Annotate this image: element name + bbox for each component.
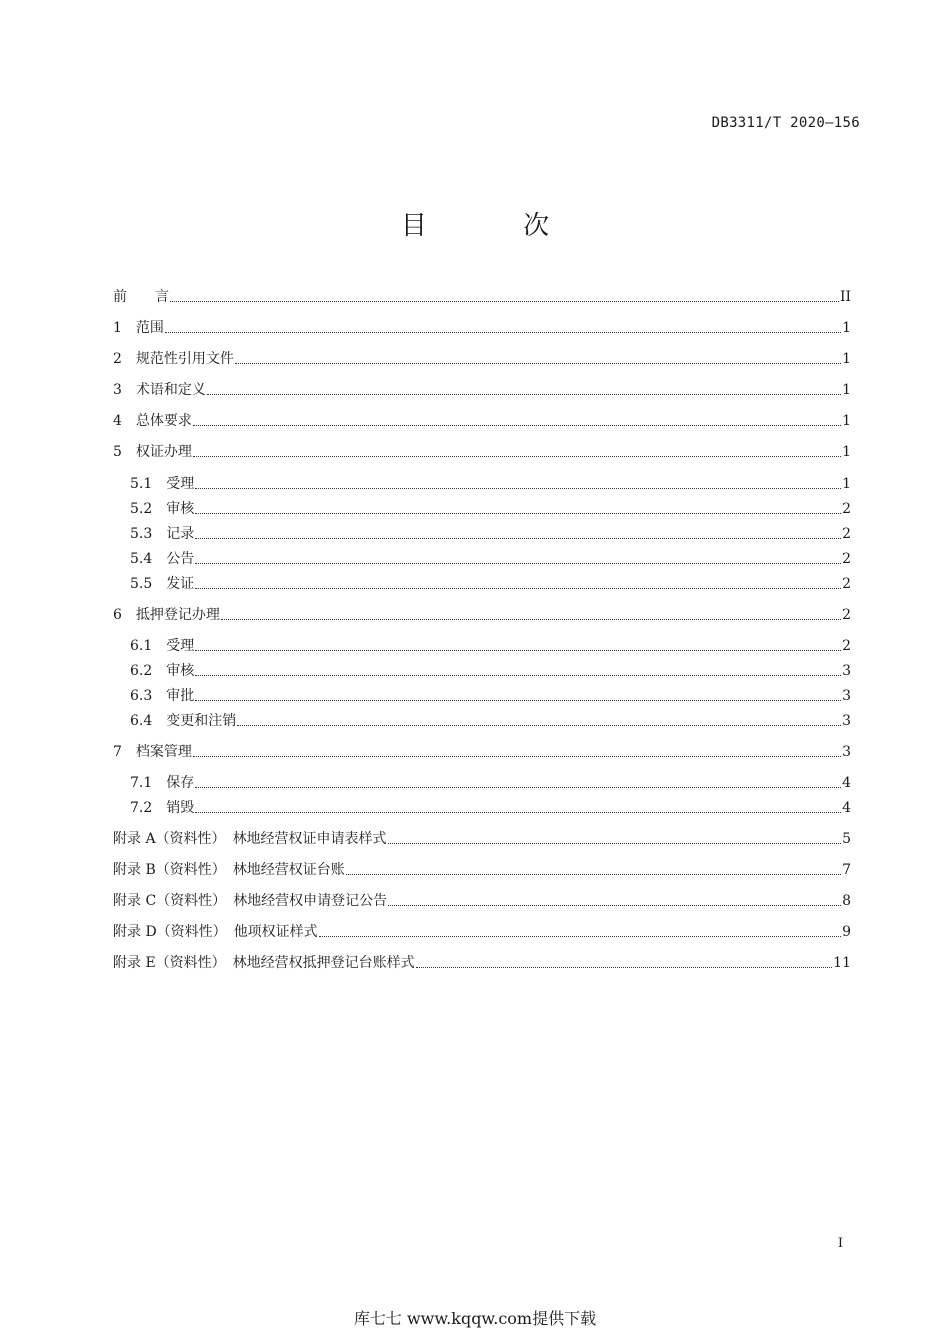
toc-entry-number: 5.5	[130, 576, 167, 592]
toc-entry-number: 5.4	[130, 551, 167, 567]
toc-entry[interactable]	[130, 474, 851, 494]
toc-entry-number: 5.2	[130, 501, 167, 517]
toc-dot-leader	[195, 488, 841, 489]
toc-entry[interactable]	[113, 922, 851, 942]
toc-entry-label: 记录	[166, 526, 195, 542]
toc-entry[interactable]	[113, 380, 851, 400]
toc-entry[interactable]	[113, 605, 851, 625]
toc-entry-page: 2	[842, 501, 851, 517]
toc-entry-number: 附录 B（资料性）	[113, 862, 233, 878]
toc-entry-page: 2	[842, 607, 851, 623]
toc-entry[interactable]	[113, 829, 851, 849]
toc-entry-page: 4	[842, 800, 851, 816]
toc-entry-label: 发证	[166, 576, 195, 592]
toc-entry-page: 11	[833, 955, 851, 971]
toc-entry[interactable]	[113, 287, 851, 307]
toc-entry-page: 7	[842, 862, 851, 878]
toc-entry[interactable]	[130, 798, 851, 818]
toc-dot-leader	[193, 456, 841, 457]
toc-entry[interactable]	[130, 711, 851, 731]
toc-dot-leader	[165, 332, 841, 333]
toc-entry-label: 林地经营权申请登记公告	[233, 893, 388, 909]
toc-entry[interactable]	[113, 891, 851, 911]
toc-entry-label: 术语和定义	[135, 382, 206, 398]
toc-entry-page: 1	[842, 476, 851, 492]
toc-entry-page: 3	[842, 713, 851, 729]
toc-entry-label: 审核	[166, 501, 195, 517]
toc-entry-label: 规范性引用文件	[135, 351, 234, 367]
toc-entry[interactable]	[130, 636, 851, 656]
toc-entry-page: 9	[842, 924, 851, 940]
toc-entry[interactable]	[113, 860, 851, 880]
toc-entry-label: 总体要求	[135, 413, 192, 429]
toc-entry-page: 4	[842, 775, 851, 791]
toc-entry-number: 6.2	[130, 663, 167, 679]
toc-dot-leader	[195, 675, 841, 676]
page-title: 目 次	[400, 211, 594, 241]
download-watermark: 库七七 www.kqqw.com提供下载	[353, 1309, 597, 1328]
toc-dot-leader	[195, 650, 841, 651]
toc-entry-label: 档案管理	[135, 744, 192, 760]
toc-entry[interactable]	[113, 442, 851, 462]
toc-entry-page: 2	[842, 526, 851, 542]
toc-entry-label: 受理	[166, 638, 195, 654]
toc-entry[interactable]	[130, 524, 851, 544]
toc-entry[interactable]	[130, 686, 851, 706]
toc-entry-label: 抵押登记办理	[135, 607, 220, 623]
toc-dot-leader	[416, 967, 833, 968]
toc-entry-label: 林地经营权证申请表样式	[232, 831, 387, 847]
toc-entry-number: 附录 A（资料性）	[113, 831, 233, 847]
toc-entry-number: 附录 E（资料性）	[113, 955, 233, 971]
toc-entry[interactable]	[113, 411, 851, 431]
toc-entry-number: 6.4	[130, 713, 167, 729]
toc-dot-leader	[237, 725, 841, 726]
toc-entry[interactable]	[130, 773, 851, 793]
toc-entry-number: 6	[113, 607, 136, 623]
toc-entry-page: 3	[842, 688, 851, 704]
toc-entry-number: 附录 C（资料性）	[113, 893, 234, 909]
toc-entry-number: 5.1	[130, 476, 167, 492]
toc-entry-number: 6.3	[130, 688, 167, 704]
toc-dot-leader	[195, 787, 841, 788]
toc-entry-label: 审批	[166, 688, 195, 704]
toc-dot-leader	[221, 619, 841, 620]
toc-entry[interactable]	[113, 318, 851, 338]
toc-entry-page: 1	[842, 413, 851, 429]
toc-entry-page: 1	[842, 444, 851, 460]
toc-entry-number: 3	[113, 382, 136, 398]
toc-entry-label: 范围	[135, 320, 164, 336]
toc-dot-leader	[193, 756, 841, 757]
document-code: DB3311/T 2020—156	[711, 115, 860, 131]
toc-entry-page: 2	[842, 576, 851, 592]
toc-entry-label: 受理	[166, 476, 195, 492]
toc-entry-number: 1	[113, 320, 136, 336]
toc-entry-page: 5	[842, 831, 851, 847]
toc-entry-number: 6.1	[130, 638, 167, 654]
toc-entry-label: 变更和注销	[166, 713, 237, 729]
toc-entry-label: 公告	[166, 551, 195, 567]
toc-dot-leader	[195, 563, 841, 564]
toc-entry-page: 2	[842, 638, 851, 654]
toc-entry[interactable]	[113, 953, 851, 973]
page-number: I	[837, 1236, 843, 1251]
toc-entry-page: 1	[842, 320, 851, 336]
toc-dot-leader	[235, 363, 841, 364]
toc-dot-leader	[207, 394, 841, 395]
toc-entry-number: 7.2	[130, 800, 167, 816]
toc-entry-page: 1	[842, 382, 851, 398]
toc-dot-leader	[195, 588, 841, 589]
toc-dot-leader	[193, 425, 841, 426]
toc-entry-label: 审核	[166, 663, 195, 679]
toc-entry-number: 4	[113, 413, 136, 429]
toc-entry-label: 他项权证样式	[233, 924, 318, 940]
toc-entry-label: 林地经营权证台账	[232, 862, 345, 878]
toc-entry-number: 附录 D（资料性）	[113, 924, 234, 940]
toc-entry-label: 销毁	[166, 800, 195, 816]
toc-entry-number: 5.3	[130, 526, 167, 542]
toc-dot-leader	[346, 874, 841, 875]
toc-entry-page: 2	[842, 551, 851, 567]
toc-dot-leader	[195, 513, 841, 514]
toc-entry-label: 权证办理	[135, 444, 192, 460]
toc-entry[interactable]	[130, 574, 851, 594]
toc-entry[interactable]	[130, 499, 851, 519]
toc-dot-leader	[195, 700, 841, 701]
toc-entry-page: 3	[842, 744, 851, 760]
toc-entry-number: 5	[113, 444, 136, 460]
toc-entry-page: 3	[842, 663, 851, 679]
toc-entry-page: 8	[842, 893, 851, 909]
toc-dot-leader	[170, 301, 839, 302]
toc-entry[interactable]	[130, 661, 851, 681]
toc-entry-label: 林地经营权抵押登记台账样式	[232, 955, 415, 971]
toc-entry-page: II	[839, 289, 851, 305]
toc-entry[interactable]	[130, 549, 851, 569]
toc-entry[interactable]	[113, 742, 851, 762]
toc-entry-label: 保存	[166, 775, 195, 791]
toc-entry-page: 1	[842, 351, 851, 367]
toc-entry-number: 7	[113, 744, 136, 760]
toc-entry-number: 2	[113, 351, 136, 367]
toc-entry-number: 7.1	[130, 775, 167, 791]
toc-dot-leader	[319, 936, 841, 937]
toc-dot-leader	[195, 812, 841, 813]
toc-dot-leader	[388, 905, 841, 906]
toc-dot-leader	[388, 843, 842, 844]
toc-entry-label: 前 言	[113, 289, 169, 305]
toc-entry[interactable]	[113, 349, 851, 369]
toc-dot-leader	[195, 538, 841, 539]
